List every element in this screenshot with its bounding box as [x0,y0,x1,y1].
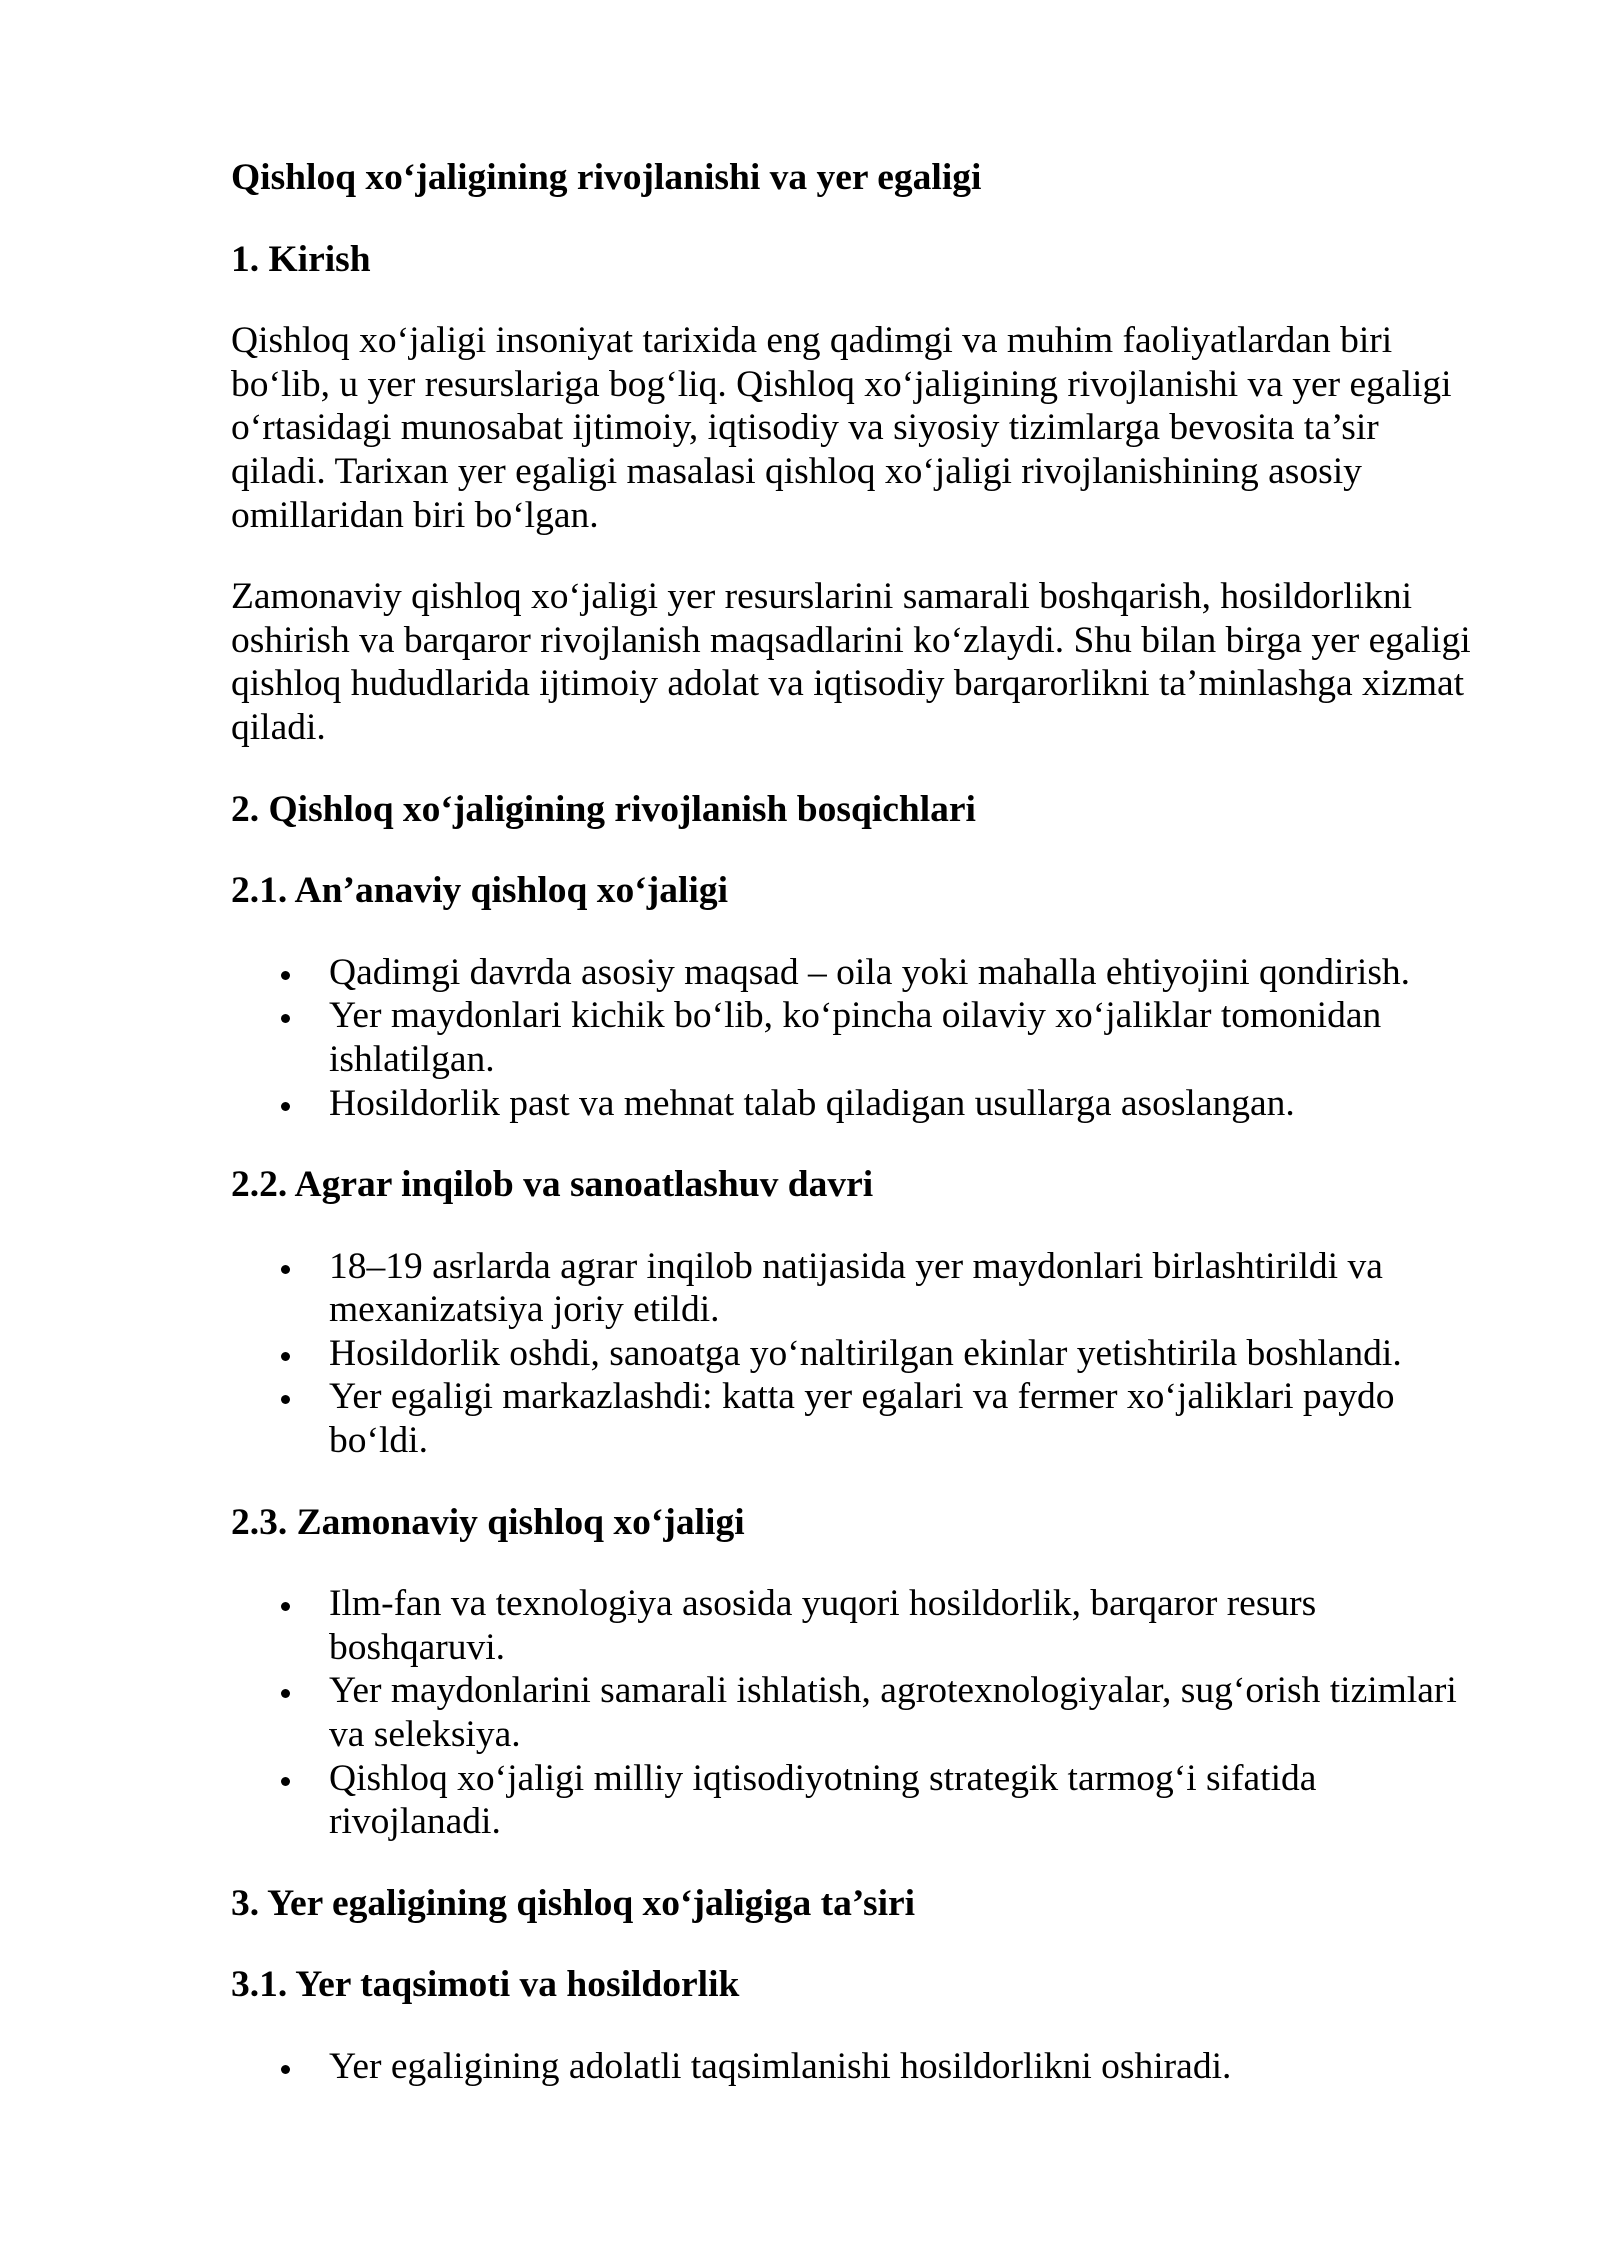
paragraph-line: omillaridan biri bo‘lgan. [231,494,599,536]
subsection-2-3-heading: 2.3. Zamonaviy qishloq xo‘jaligi [231,1501,745,1543]
list-item-line: Yer maydonlari kichik bo‘lib, ko‘pincha oilaviy xo‘jaliklar tomonidan [329,995,1382,1037]
list-item-line: Yer egaligining adolatli taqsimlanishi hosildorlikni oshiradi. [329,2046,1232,2087]
bullet-icon [281,1352,290,1361]
list-item-line: ishlatilgan. [329,1038,495,1080]
paragraph-line: qishloq hududlarida ijtimoiy adolat va iqtisodiy barqarorlikni ta’minlashga xizmat [231,663,1465,705]
list-item-line: Qadimgi davrda asosiy maqsad – oila yoki mahalla ehtiyojini qondirish. [329,951,1411,993]
list-item [231,1375,1486,1462]
list-item [231,1757,1486,1844]
bullet-icon [281,1014,290,1023]
list-item [231,1332,1486,1376]
list-item [231,1669,1486,1756]
document-title: Qishloq xo‘jaligining rivojlanishi va yer egaligi [231,157,982,198]
bullet-icon [281,1102,290,1111]
subsection-2-1-heading: 2.1. An’anaviy qishloq xo‘jaligi [231,870,728,912]
list-item-line: Qishloq xo‘jaligi milliy iqtisodiyotning strategik tarmog‘i sifatida [329,1757,1317,1799]
bullet-icon [281,1777,290,1786]
paragraph-line: qiladi. [231,706,326,748]
bullet-icon [281,1602,290,1611]
bullet-list-3-1 [231,2045,1486,2089]
list-item-line: 18–19 asrlarda agrar inqilob natijasida yer maydonlari birlashtirildi va [329,1245,1383,1287]
list-item-line: mexanizatsiya joriy etildi. [329,1289,720,1331]
list-item-line: va seleksiya. [329,1714,521,1756]
paragraph-line: oshirish va barqaror rivojlanish maqsadlarini ko‘zlaydi. Shu bilan birga yer egaligi [231,619,1471,661]
list-item-line: Hosildorlik oshdi, sanoatga yo‘naltirilgan ekinlar yetishtirila boshlandi. [329,1332,1402,1374]
subsection-2-2-heading: 2.2. Agrar inqilob va sanoatlashuv davri [231,1164,874,1206]
bullet-icon [281,1265,290,1274]
bullet-icon [281,1689,290,1698]
list-item [231,1582,1486,1669]
list-item-line: boshqaruvi. [329,1626,506,1668]
list-item-line: bo‘ldi. [329,1420,428,1462]
list-item-line: Yer egaligi markazlashdi: katta yer egalari va fermer xo‘jaliklari paydo [329,1376,1395,1418]
list-item-line: Yer maydonlarini samarali ishlatish, agrotexnologiyalar, sug‘orish tizimlari [329,1670,1457,1712]
paragraph-line: Zamonaviy qishloq xo‘jaligi yer resurslarini samarali boshqarish, hosildorlikni [231,576,1413,618]
paragraph-line: o‘rtasidagi munosabat ijtimoiy, iqtisodiy va siyosiy tizimlarga bevosita ta’sir [231,407,1379,449]
bullet-icon [281,971,290,980]
paragraph-line: Qishloq xo‘jaligi insoniyat tarixida eng qadimgi va muhim faoliyatlardan biri [231,320,1393,362]
list-item [231,1245,1486,1332]
list-item [231,951,1486,995]
intro-paragraph-2 [231,575,1486,749]
section-3-heading: 3. Yer egaligining qishloq xo‘jaligiga ta’siri [231,1882,916,1924]
subsection-3-1-heading: 3.1. Yer taqsimoti va hosildorlik [231,1964,740,2006]
bullet-list-2-2 [231,1245,1486,1463]
list-item-line: rivojlanadi. [329,1801,501,1843]
section-1-heading: 1. Kirish [231,238,371,280]
list-item [231,994,1486,1081]
section-2-heading: 2. Qishloq xo‘jaligining rivojlanish bosqichlari [231,788,976,830]
bullet-icon [281,1395,290,1404]
list-item [231,2045,1486,2089]
bullet-list-2-1 [231,951,1486,1125]
list-item [231,1082,1486,1126]
list-item-line: Ilm-fan va texnologiya asosida yuqori hosildorlik, barqaror resurs [329,1583,1317,1625]
list-item-line: Hosildorlik past va mehnat talab qiladigan usullarga asoslangan. [329,1082,1295,1124]
paragraph-line: qiladi. Tarixan yer egaligi masalasi qishloq xo‘jaligi rivojlanishining asosiy [231,450,1362,492]
paragraph-line: bo‘lib, u yer resurslariga bog‘liq. Qishloq xo‘jaligining rivojlanishi va yer egaligi [231,363,1452,405]
intro-paragraph-1 [231,319,1486,537]
bullet-icon [281,2065,290,2074]
bullet-list-2-3 [231,1582,1486,1844]
